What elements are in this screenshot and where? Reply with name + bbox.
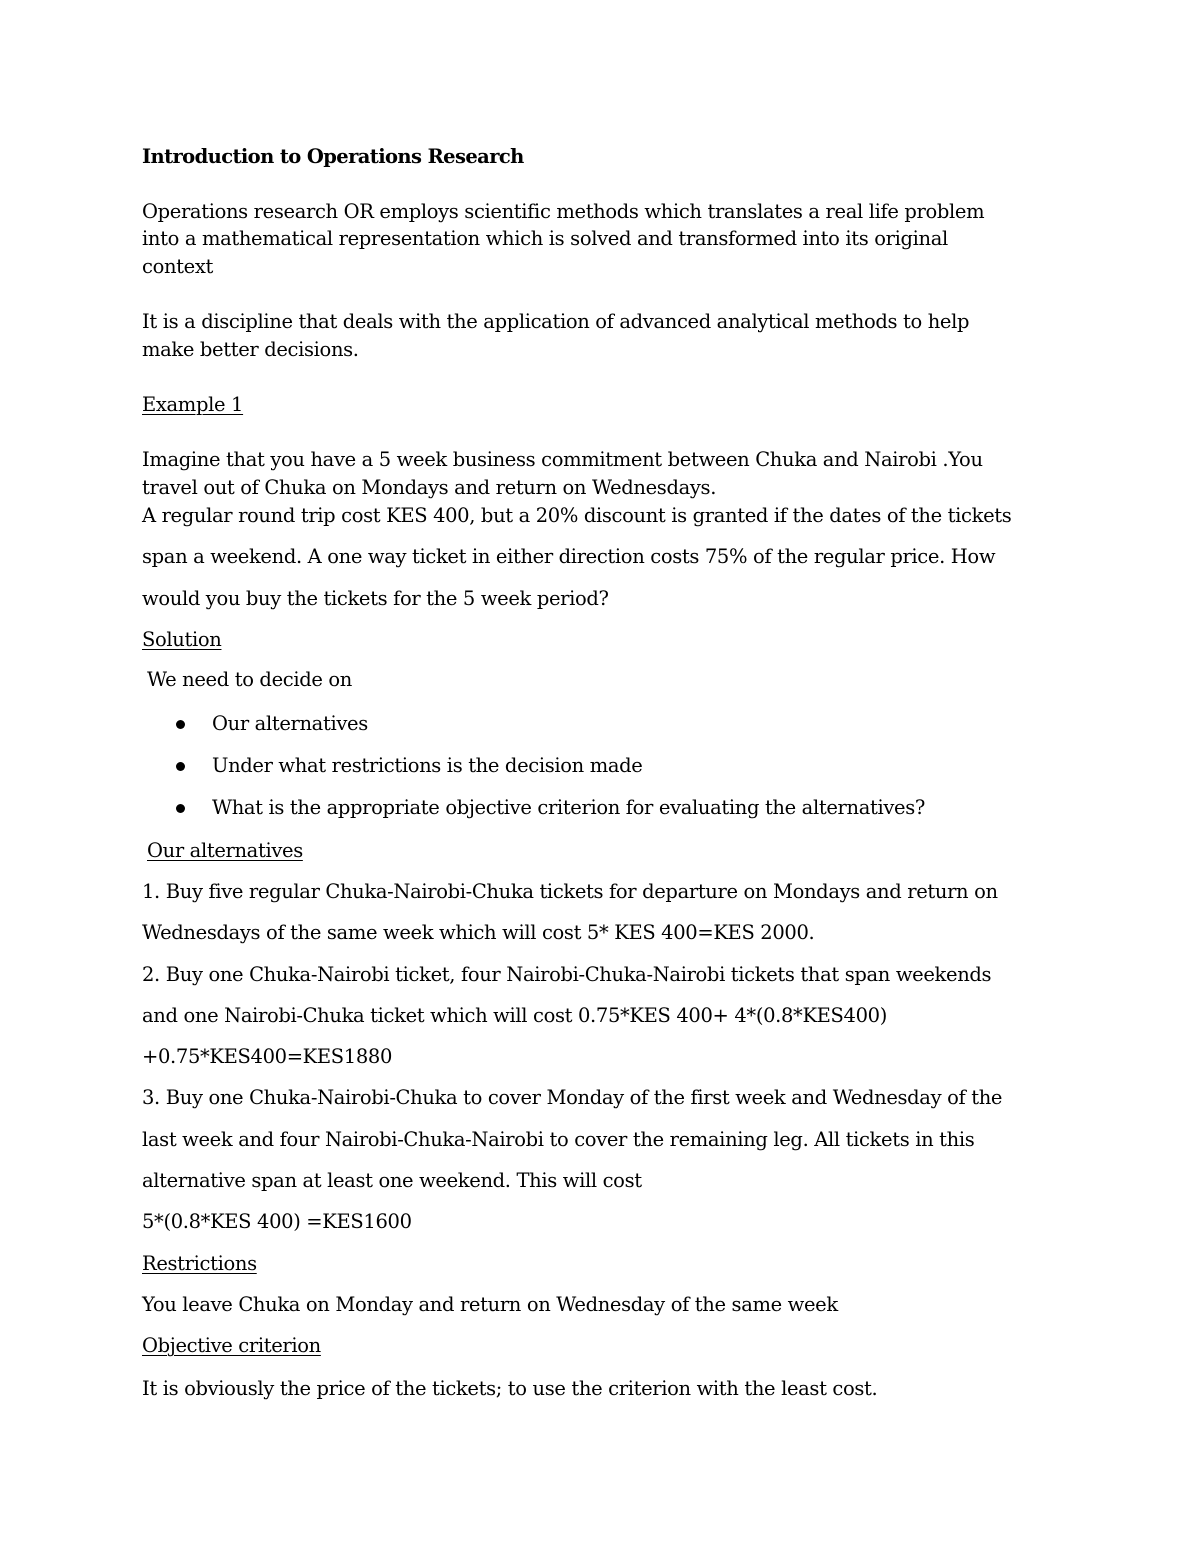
example-heading: Example 1 bbox=[142, 393, 244, 416]
definition-line-2: make better decisions. bbox=[142, 338, 359, 361]
example-line-2: travel out of Chuka on Mondays and return on Wednesdays. bbox=[142, 476, 717, 499]
solution-heading: Solution bbox=[142, 628, 222, 651]
bullet-dot bbox=[176, 804, 185, 813]
alternatives-line-7: last week and four Nairobi-Chuka-Nairobi to cover the remaining leg. All tickets in this bbox=[142, 1128, 975, 1151]
alternatives-heading: Our alternatives bbox=[147, 839, 303, 862]
bullet-item-1: Our alternatives bbox=[212, 712, 368, 735]
solution-intro: We need to decide on bbox=[147, 668, 352, 691]
bullet-item-2: Under what restrictions is the decision made bbox=[212, 754, 643, 777]
intro-line-1: Operations research OR employs scientific methods which translates a real life problem bbox=[142, 200, 985, 223]
alternatives-line-5: +0.75*KES400=KES1880 bbox=[142, 1045, 393, 1068]
intro-line-2: into a mathematical representation which is solved and transformed into its original bbox=[142, 227, 948, 250]
alternatives-line-3: 2. Buy one Chuka-Nairobi ticket, four Nairobi-Chuka-Nairobi tickets that span weekends bbox=[142, 963, 992, 986]
objective-text: It is obviously the price of the tickets; to use the criterion with the least cost. bbox=[142, 1377, 878, 1400]
restrictions-heading: Restrictions bbox=[142, 1252, 257, 1275]
restrictions-text: You leave Chuka on Monday and return on Wednesday of the same week bbox=[142, 1293, 838, 1316]
alternatives-line-6: 3. Buy one Chuka-Nairobi-Chuka to cover Monday of the first week and Wednesday of the bbox=[142, 1086, 1003, 1109]
alternatives-line-1: 1. Buy five regular Chuka-Nairobi-Chuka tickets for departure on Mondays and return on bbox=[142, 880, 998, 903]
objective-heading: Objective criterion bbox=[142, 1334, 321, 1357]
alternatives-line-8: alternative span at least one weekend. This will cost bbox=[142, 1169, 642, 1192]
example-line-3: A regular round trip cost KES 400, but a 20% discount is granted if the dates of the tickets bbox=[142, 504, 1012, 527]
example-line-1: Imagine that you have a 5 week business commitment between Chuka and Nairobi .You bbox=[142, 448, 983, 471]
bullet-dot bbox=[176, 720, 185, 729]
alternatives-line-9: 5*(0.8*KES 400) =KES1600 bbox=[142, 1210, 412, 1233]
example-line-4: span a weekend. A one way ticket in either direction costs 75% of the regular price. How bbox=[142, 545, 996, 568]
intro-line-3: context bbox=[142, 255, 213, 278]
alternatives-line-2: Wednesdays of the same week which will cost 5* KES 400=KES 2000. bbox=[142, 921, 815, 944]
alternatives-line-4: and one Nairobi-Chuka ticket which will cost 0.75*KES 400+ 4*(0.8*KES400) bbox=[142, 1004, 887, 1027]
bullet-item-3: What is the appropriate objective criterion for evaluating the alternatives? bbox=[212, 796, 925, 819]
bullet-dot bbox=[176, 762, 185, 771]
example-line-5: would you buy the tickets for the 5 week period? bbox=[142, 587, 609, 610]
definition-line-1: It is a discipline that deals with the application of advanced analytical methods to help bbox=[142, 310, 970, 333]
document-title: Introduction to Operations Research bbox=[142, 145, 524, 168]
